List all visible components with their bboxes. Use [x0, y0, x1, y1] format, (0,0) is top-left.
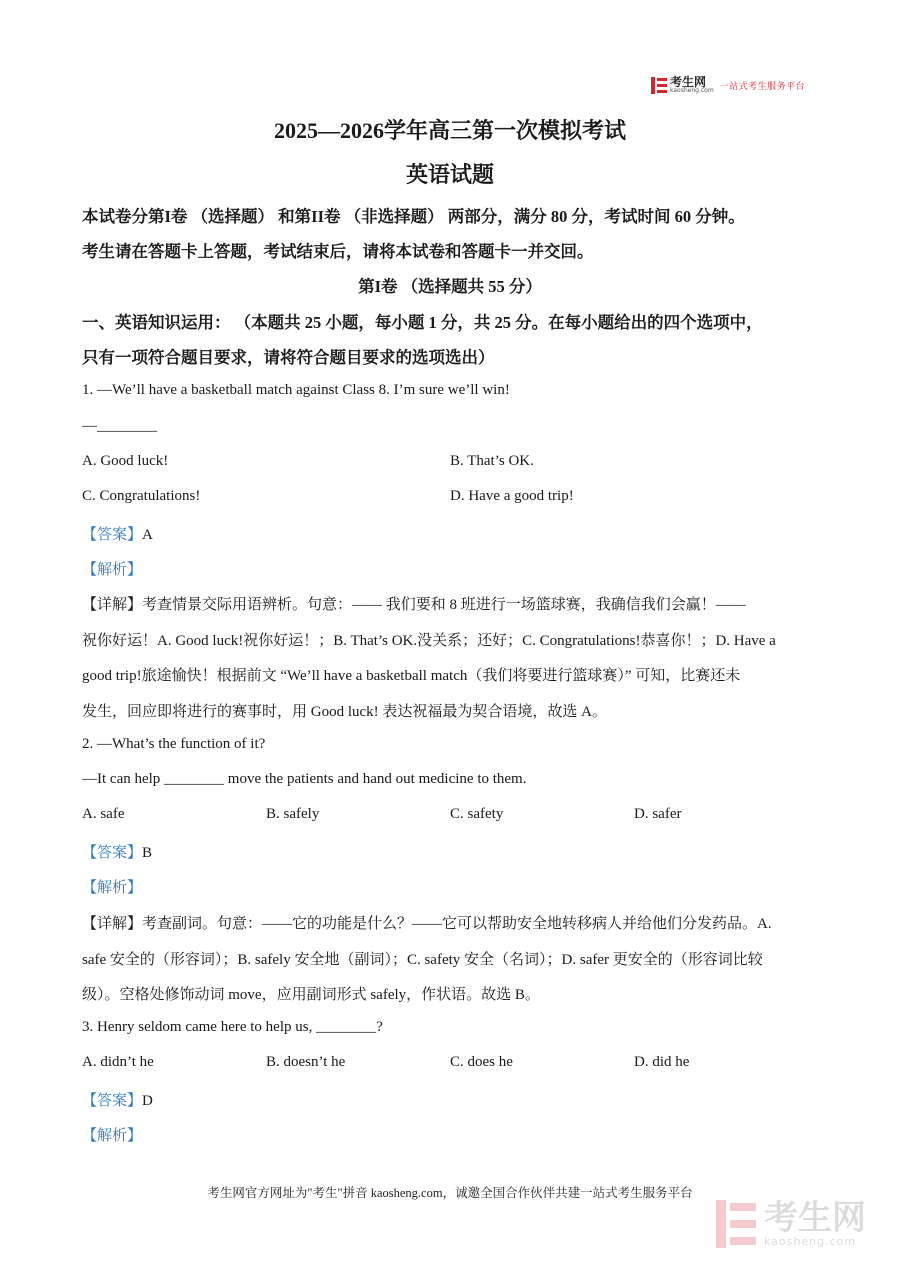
- logo-name: 考生网: [670, 75, 707, 89]
- q2-detail-line-1: [82, 912, 772, 933]
- q1-stem: 1. —We’ll have a basketball match against Class 8. I’m sure we’ll win!: [82, 382, 510, 398]
- q2-detail-line-2: safe 安全的（形容词）；B. safely 安全地（副词）；C. safety 安全（名词）；D. safer 更安全的（形容词比较: [82, 952, 763, 968]
- q3-answer-value: D: [142, 1093, 153, 1109]
- q1-detail-line-3: good trip!旅途愉快！根据前文 “We’ll have a basketball match（我们将要进行篮球赛）” 可知，比赛还未: [82, 668, 741, 684]
- logo-slogan: 一站式考生服务平台: [719, 81, 806, 92]
- q1-detail-line-2: 祝你好运！A. Good luck!祝你好运！；B. That’s OK.没关系；还好；C. Congratulations!恭喜你！；D. Have a: [82, 633, 776, 649]
- answer-tag: 【答案】: [82, 845, 143, 861]
- q1-option-a: A. Good luck!: [82, 453, 169, 469]
- q1-analysis-tag: 【解析】: [82, 562, 143, 578]
- q1-option-d: D. Have a good trip!: [450, 488, 574, 504]
- q1-detail-text-1: 考查情景交际用语辨析。句意：—— 我们要和 8 班进行一场篮球赛，我确信我们会赢！——: [142, 597, 746, 613]
- q1-option-b: B. That’s OK.: [450, 453, 534, 469]
- answer-tag: 【答案】: [82, 1093, 143, 1109]
- q2-answer-value: B: [142, 845, 153, 861]
- intro-line-2: 考生请在答题卡上答题，考试结束后，请将本试卷和答题卡一并交回。: [82, 242, 594, 261]
- q1-option-c: C. Congratulations!: [82, 488, 201, 504]
- part-title-line-1: 一、英语知识运用： （本题共 25 小题，每小题 1 分，共 25 分。在每小题给出的四个选项中，: [82, 313, 763, 332]
- page-footer: 考生网官方网址为"考生"拼音 kaosheng.com，诚邀全国合作伙伴共建一站式考生服务平台: [207, 1186, 693, 1200]
- header-logo: [651, 74, 805, 96]
- part-title-line-2: 只有一项符合题目要求，请将符合题目要求的选项选出）: [82, 348, 495, 367]
- q1-detail-line-4: 发生，回应即将进行的赛事时，用 Good luck! 表达祝福最为契合语境，故选 A。: [82, 704, 607, 720]
- q2-option-a: A. safe: [82, 806, 125, 822]
- q1-answer-value: A: [142, 527, 153, 543]
- q3-answer: [82, 1089, 153, 1110]
- q3-option-a: A. didn’t he: [82, 1054, 154, 1070]
- q2-stem-2: —It can help ________ move the patients and hand out medicine to them.: [82, 771, 527, 787]
- q3-stem: 3. Henry seldom came here to help us, ________?: [82, 1019, 383, 1035]
- detail-tag: 【详解】: [82, 597, 143, 613]
- logo-domain: kaosheng.com: [670, 87, 714, 94]
- kaosheng-logo-icon: [651, 77, 667, 94]
- q2-detail-text-1: 考查副词。句意：——它的功能是什么？——它可以帮助安全地转移病人并给他们分发药品。A.: [142, 916, 772, 932]
- q2-option-b: B. safely: [266, 806, 320, 822]
- q3-option-c: C. does he: [450, 1054, 513, 1070]
- q2-answer: [82, 841, 152, 862]
- q1-detail-line-1: [82, 593, 746, 614]
- q1-blank: —________: [82, 418, 157, 434]
- detail-tag: 【详解】: [82, 916, 143, 932]
- watermark-logo-icon: [716, 1200, 756, 1248]
- q3-analysis-tag: 【解析】: [82, 1128, 143, 1144]
- q2-option-c: C. safety: [450, 806, 504, 822]
- q2-analysis-tag: 【解析】: [82, 880, 143, 896]
- q3-option-d: D. did he: [634, 1054, 690, 1070]
- watermark-domain: kaosheng.com: [764, 1234, 857, 1248]
- page-subtitle: 英语试题: [405, 162, 494, 187]
- q2-option-d: D. safer: [634, 806, 682, 822]
- section-title: 第I卷 （选择题共 55 分）: [358, 277, 542, 296]
- q3-option-b: B. doesn’t he: [266, 1054, 346, 1070]
- page-title: 2025—2026学年高三第一次模拟考试: [273, 118, 626, 143]
- q1-answer: [82, 523, 153, 544]
- watermark-name: 考生网: [764, 1197, 866, 1238]
- q2-detail-line-3: 级）。空格处修饰动词 move，应用副词形式 safely，作状语。故选 B。: [82, 987, 540, 1003]
- kaosheng-watermark: [716, 1197, 866, 1248]
- answer-tag: 【答案】: [82, 527, 143, 543]
- q2-stem: 2. —What’s the function of it?: [82, 736, 266, 752]
- intro-line-1: 本试卷分第I卷 （选择题） 和第II卷 （非选择题） 两部分，满分 80 分，考试时间 60 分钟。: [82, 207, 745, 226]
